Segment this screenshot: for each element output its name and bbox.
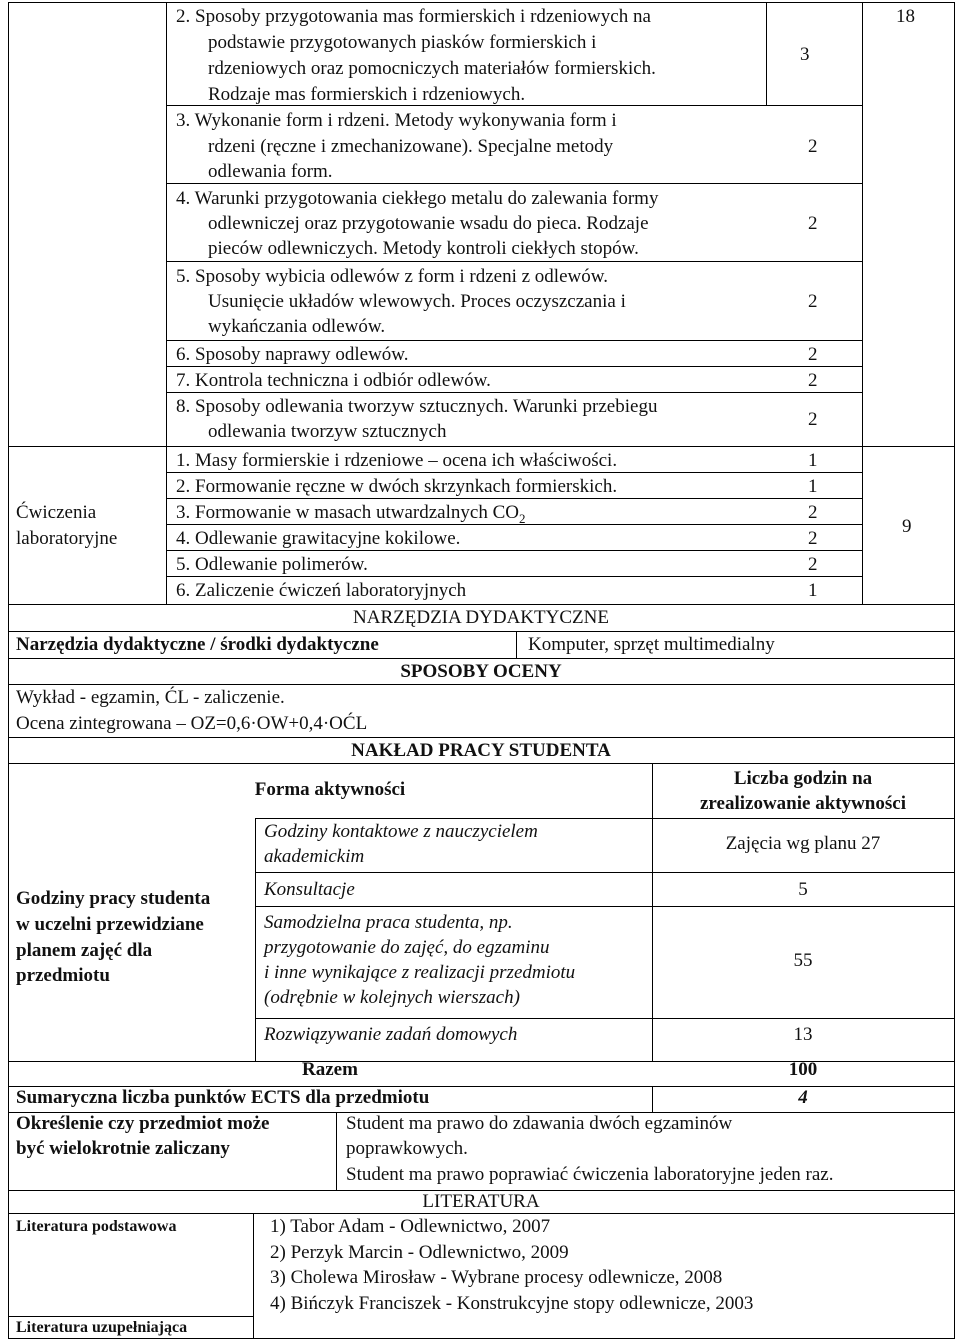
lab-label-line-2: laboratoryjne — [16, 528, 118, 549]
workload-row-1-value: Zajęcia wg planu 27 — [725, 833, 881, 854]
tools-heading: NARZĘDZIA DYDAKTYCZNE — [353, 607, 609, 628]
co2-subscript: 2 — [518, 510, 526, 526]
workload-row-2-value: 5 — [798, 879, 808, 900]
tools-value: Komputer, sprzęt multimedialny — [528, 634, 775, 655]
lab-item-3-hours: 2 — [808, 502, 818, 523]
repeat-label-line-2: być wielokrotnie zaliczany — [16, 1138, 230, 1159]
lab-item-1: 1. Masy formierskie i rdzeniowe – ocena ich właściwości. — [176, 450, 618, 471]
topic-6-hours: 2 — [808, 344, 818, 365]
literature-basic-item-2: 2) Perzyk Marcin - Odlewnictwo, 2009 — [270, 1242, 569, 1263]
topic-2-line-2: podstawie przygotowanych piasków formierskich i — [208, 32, 597, 53]
workload-row-3-line-3: i inne wynikające z realizacji przedmiotu — [264, 962, 576, 983]
literature-extra-label: Literatura uzupełniająca — [16, 1319, 188, 1336]
workload-left-label-4: przedmiotu — [16, 965, 110, 986]
topic-2-line-1: 2. Sposoby przygotowania mas formierskich i rdzeniowych na — [176, 6, 651, 27]
workload-heading: NAKŁAD PRACY STUDENTA — [351, 740, 611, 761]
workload-row-1-line-1: Godziny kontaktowe z nauczycielem — [264, 821, 538, 842]
topic-8-hours: 2 — [808, 409, 818, 430]
topic-2-line-3: rdzeniowych oraz pomocniczych materiałów formierskich. — [208, 58, 656, 79]
workload-total-label: Razem — [302, 1059, 358, 1080]
topic-3-line-1: 3. Wykonanie form i rdzeni. Metody wykonywania form i — [176, 110, 617, 131]
topic-8-line-2: odlewania tworzyw sztucznych — [208, 421, 447, 442]
assessment-line-2: Ocena zintegrowana – OZ=0,6·OW+0,4·OĆL — [16, 713, 368, 734]
topic-5-line-2: Usunięcie układów wlewowych. Proces oczyszczania i — [208, 291, 626, 312]
workload-row-3-line-2: przygotowanie do zajęć, do egzaminu — [264, 937, 550, 958]
literature-basic-item-3: 3) Cholewa Mirosław - Wybrane procesy odlewnicze, 2008 — [270, 1267, 723, 1288]
lab-item-1-hours: 1 — [808, 450, 818, 471]
topic-4-line-3: pieców odlewniczych. Metody kontroli ciekłych stopów. — [208, 238, 639, 259]
topic-3-hours: 2 — [808, 136, 818, 157]
repeat-value-line-2: poprawkowych. — [346, 1138, 468, 1159]
topic-5-hours: 2 — [808, 291, 818, 312]
lab-item-4: 4. Odlewanie grawitacyjne kokilowe. — [176, 528, 461, 549]
topic-4-line-1: 4. Warunki przygotowania ciekłego metalu do zalewania formy — [176, 188, 659, 209]
topic-3-line-2: rdzeni (ręczne i zmechanizowane). Specjalne metody — [208, 136, 614, 157]
workload-left-label-3: planem zajęć dla — [16, 940, 153, 961]
workload-left-label-2: w uczelni przewidziane — [16, 914, 204, 935]
tools-label: Narzędzia dydaktyczne / środki dydaktyczne — [16, 634, 379, 655]
lab-item-6: 6. Zaliczenie ćwiczeń laboratoryjnych — [176, 580, 467, 601]
lecture-total-hours: 18 — [896, 6, 915, 27]
topic-2-hours: 3 — [800, 44, 810, 65]
lab-item-6-hours: 1 — [808, 580, 818, 601]
repeat-value-line-1: Student ma prawo do zdawania dwóch egzaminów — [346, 1113, 733, 1134]
topic-5-line-3: wykańczania odlewów. — [208, 316, 386, 337]
workload-row-3-line-4: (odrębnie w kolejnych wierszach) — [264, 987, 520, 1008]
assessment-heading: SPOSOBY OCENY — [400, 661, 562, 682]
literature-basic-item-4: 4) Bińczyk Franciszek - Konstrukcyjne stopy odlewnicze, 2003 — [270, 1293, 754, 1314]
literature-basic-item-1: 1) Tabor Adam - Odlewnictwo, 2007 — [270, 1216, 551, 1237]
topic-2-line-4: Rodzaje mas formierskich i rdzeniowych. — [208, 84, 526, 105]
lab-label-line-1: Ćwiczenia — [16, 502, 97, 523]
workload-row-4-value: 13 — [793, 1024, 813, 1045]
topic-4-hours: 2 — [808, 213, 818, 234]
topic-4-line-2: odlewniczej oraz przygotowanie wsadu do pieca. Rodzaje — [208, 213, 649, 234]
lab-item-3-text: 3. Formowanie w masach utwardzalnych CO — [176, 502, 519, 523]
literature-basic-label: Literatura podstawowa — [16, 1218, 177, 1235]
topic-8-line-1: 8. Sposoby odlewania tworzyw sztucznych. Warunki przebiegu — [176, 396, 658, 417]
ects-value: 4 — [798, 1087, 808, 1108]
workload-left-label-1: Godziny pracy studenta — [16, 888, 211, 909]
workload-row-3-line-1: Samodzielna praca studenta, np. — [264, 912, 513, 933]
topic-7-line-1: 7. Kontrola techniczna i odbiór odlewów. — [176, 370, 491, 391]
workload-col-form: Forma aktywności — [254, 779, 406, 800]
workload-row-1-line-2: akademickim — [264, 846, 365, 867]
topic-7-hours: 2 — [808, 370, 818, 391]
topic-6-line-1: 6. Sposoby naprawy odlewów. — [176, 344, 409, 365]
literature-heading: LITERATURA — [422, 1191, 540, 1212]
lab-total-hours: 9 — [902, 516, 912, 537]
lab-item-5-hours: 2 — [808, 554, 818, 575]
topic-5-line-1: 5. Sposoby wybicia odlewów z form i rdzeni z odlewów. — [176, 266, 608, 287]
workload-col-hours-line-1: Liczba godzin na — [733, 768, 873, 789]
lab-item-4-hours: 2 — [808, 528, 818, 549]
repeat-value-line-3: Student ma prawo poprawiać ćwiczenia laboratoryjne jeden raz. — [346, 1164, 834, 1185]
workload-row-2-line-1: Konsultacje — [264, 879, 355, 900]
workload-total-value: 100 — [788, 1059, 818, 1080]
workload-row-4-line-1: Rozwiązywanie zadań domowych — [264, 1024, 518, 1045]
repeat-label-line-1: Określenie czy przedmiot może — [16, 1113, 270, 1134]
workload-row-3-value: 55 — [793, 950, 813, 971]
lab-item-2: 2. Formowanie ręczne w dwóch skrzynkach formierskich. — [176, 476, 618, 497]
assessment-line-1: Wykład - egzamin, ĆL - zaliczenie. — [16, 687, 285, 708]
topic-3-line-3: odlewania form. — [208, 161, 333, 182]
ects-label: Sumaryczna liczba punktów ECTS dla przedmiotu — [16, 1087, 430, 1108]
lab-item-2-hours: 1 — [808, 476, 818, 497]
lab-item-5: 5. Odlewanie polimerów. — [176, 554, 368, 575]
workload-col-hours-line-2: zrealizowanie aktywności — [700, 793, 906, 814]
